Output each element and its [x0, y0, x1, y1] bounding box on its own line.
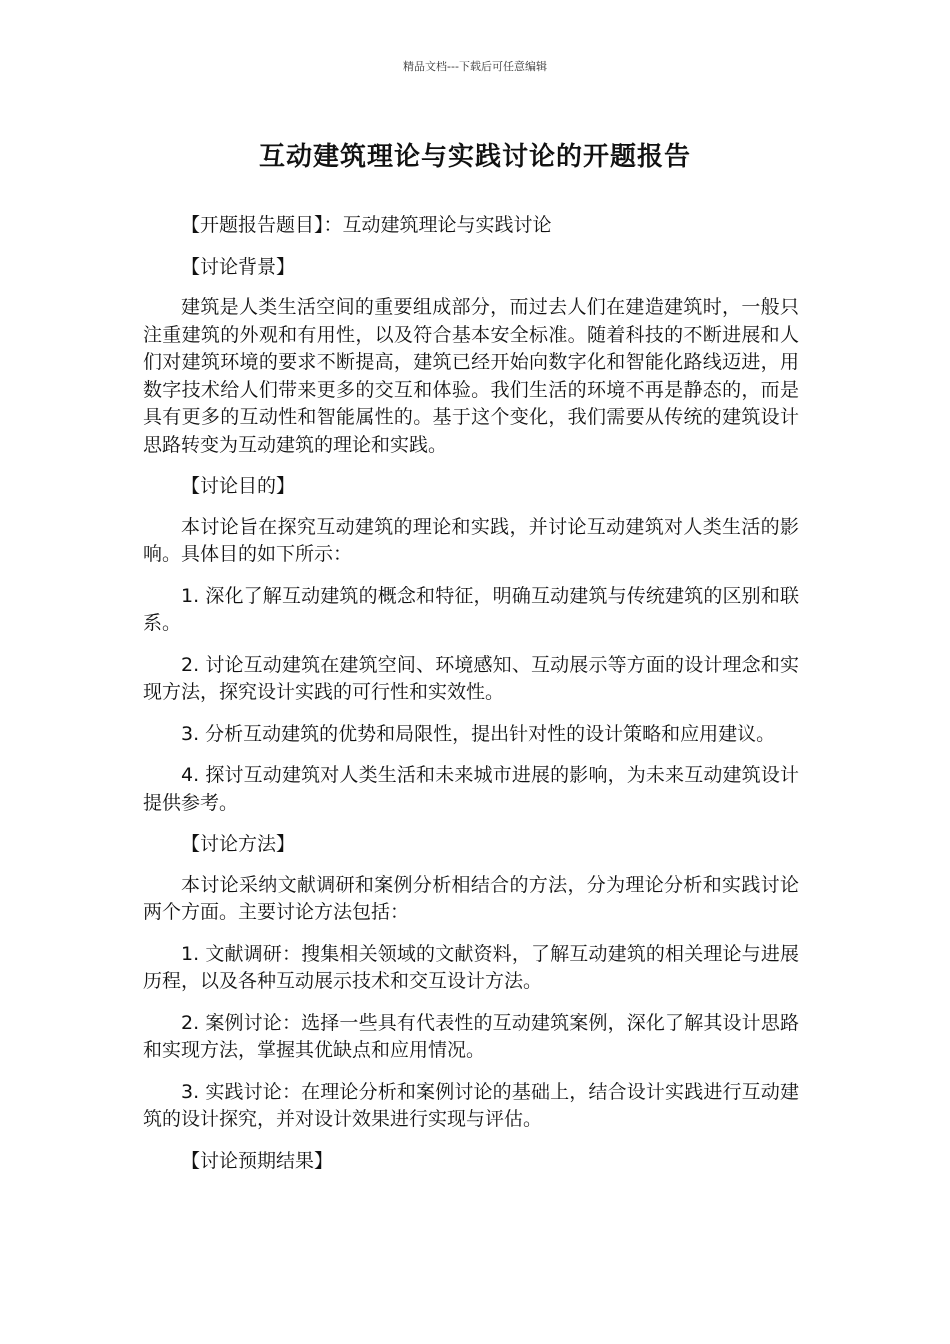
background-paragraph: 建筑是人类生活空间的重要组成部分，而过去人们在建造建筑时，一般只注重建筑的外观和有用性，以及符合基本安全标准。随着科技的不断进展和人们对建筑环境的要求不断提高，建筑已经开始向数字化和智能化路线迈进，用数字技术给人们带来更多的交互和体验。我们生活的环境不再是静态的，而是具有更多的互动性和智能属性的。基于这个变化，我们需要从传统的建筑设计思路转变为互动建筑的理论和实践。 — [143, 296, 799, 456]
purpose-item-1: 1. 深化了解互动建筑的概念和特征，明确互动建筑与传统建筑的区别和联系。 — [143, 584, 799, 634]
purpose-paragraph: 本讨论旨在探究互动建筑的理论和实践，并讨论互动建筑对人类生活的影响。具体目的如下所示： — [143, 515, 799, 565]
document-title: 互动建筑理论与实践讨论的开题报告 — [258, 142, 691, 172]
section-heading-expected-results: 【讨论预期结果】 — [181, 1149, 334, 1172]
section-heading-background: 【讨论背景】 — [181, 255, 296, 278]
method-item-1: 1. 文献调研：搜集相关领域的文献资料，了解互动建筑的相关理论与进展历程，以及各种互动展示技术和交互设计方法。 — [143, 942, 799, 992]
purpose-item-2: 2. 讨论互动建筑在建筑空间、环境感知、互动展示等方面的设计理念和实现方法，探究设计实践的可行性和实效性。 — [143, 653, 799, 703]
header-note: 精品文档---下载后可任意编辑 — [403, 60, 547, 73]
method-paragraph: 本讨论采纳文献调研和案例分析相结合的方法，分为理论分析和实践讨论两个方面。主要讨论方法包括： — [143, 873, 799, 923]
purpose-item-3: 3. 分析互动建筑的优势和局限性，提出针对性的设计策略和应用建议。 — [181, 722, 776, 745]
topic-line: 【开题报告题目】：互动建筑理论与实践讨论 — [181, 214, 552, 236]
document-body — [143, 212, 799, 1188]
method-item-2: 2. 案例讨论：选择一些具有代表性的互动建筑案例，深化了解其设计思路和实现方法，掌握其优缺点和应用情况。 — [143, 1011, 799, 1061]
method-item-3: 3. 实践讨论：在理论分析和案例讨论的基础上，结合设计实践进行互动建筑的设计探究，并对设计效果进行实现与评估。 — [143, 1080, 799, 1130]
purpose-item-4: 4. 探讨互动建筑对人类生活和未来城市进展的影响，为未来互动建筑设计提供参考。 — [143, 764, 799, 814]
section-heading-purpose: 【讨论目的】 — [181, 475, 296, 497]
section-heading-method: 【讨论方法】 — [181, 833, 296, 855]
